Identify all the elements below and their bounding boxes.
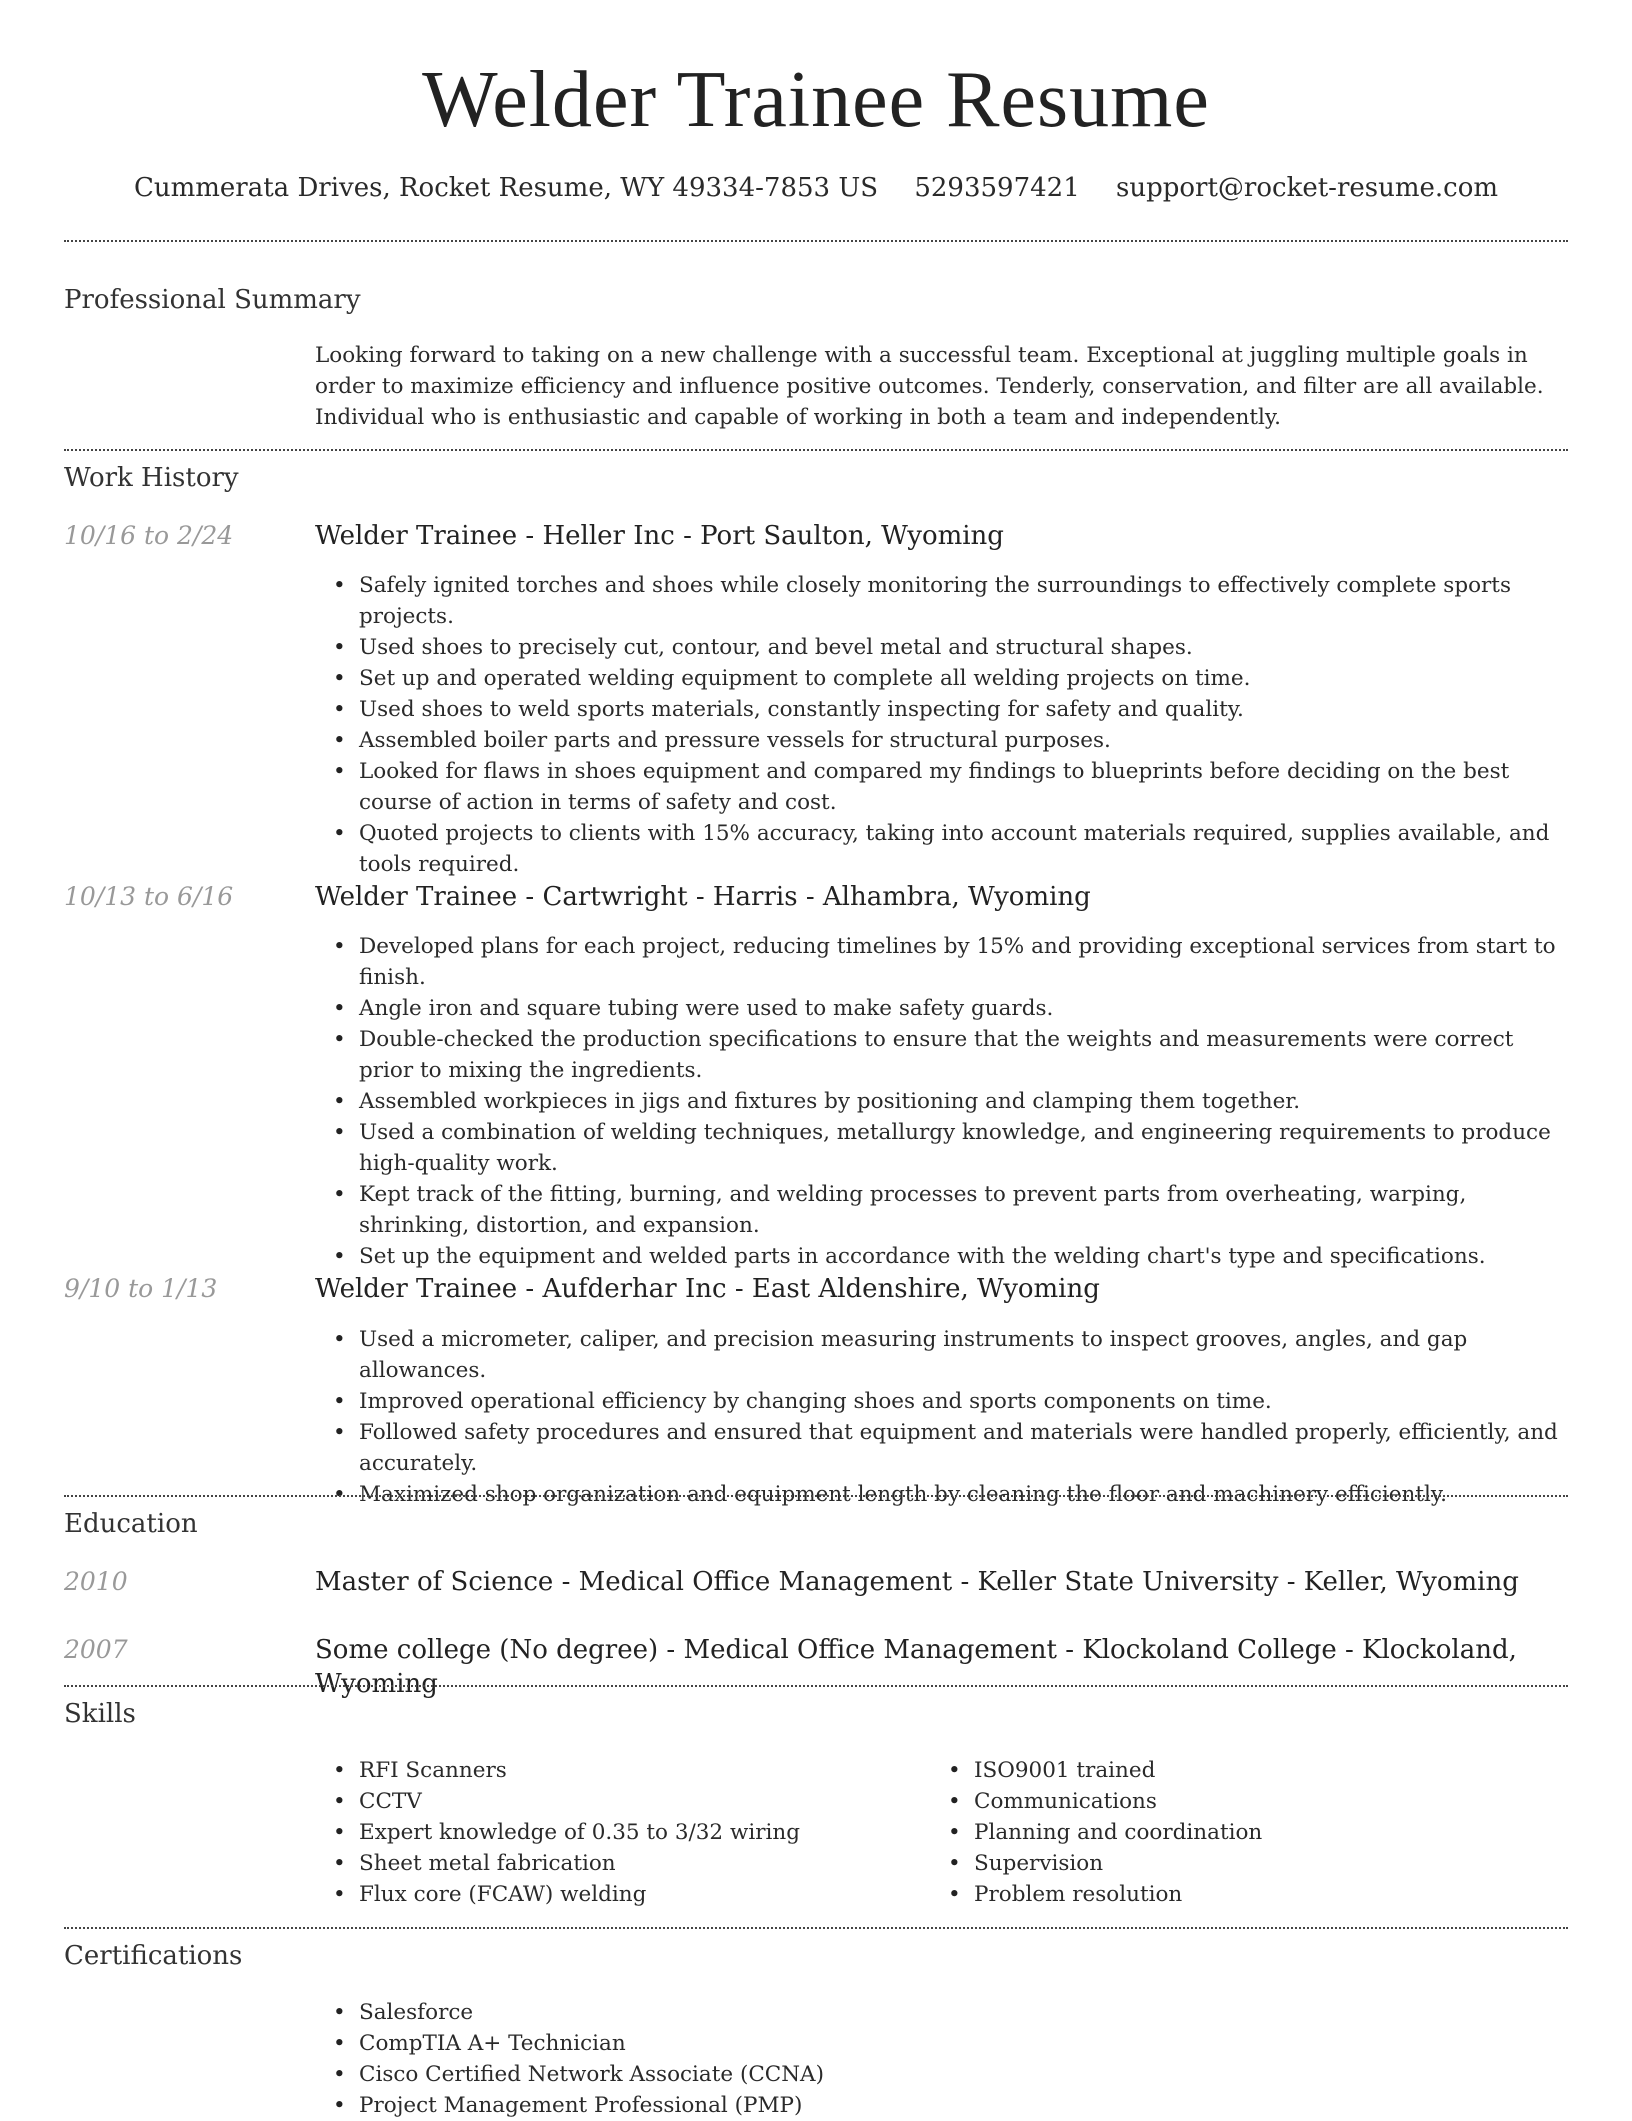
contact-email: support@rocket-resume.com xyxy=(1116,173,1499,203)
list-item: • Assembled workpieces in jigs and fixtures by positioning and clamping them together. xyxy=(359,1086,1569,1117)
section-title-certifications: Certifications xyxy=(64,1941,243,1971)
list-item: • CompTIA A+ Technician xyxy=(359,2028,919,2059)
list-item: • Project Management Professional (PMP) xyxy=(359,2090,919,2121)
list-item: • Developed plans for each project, reducing timelines by 15% and providing exceptional services from start to finish. xyxy=(359,931,1569,993)
list-item: • Supervision xyxy=(974,1848,1534,1879)
list-item: • Used a combination of welding techniques, metallurgy knowledge, and engineering requirements to produce high-quality work. xyxy=(359,1117,1569,1179)
education-entry: Master of Science - Medical Office Management - Keller State University - Keller, Wyoming xyxy=(315,1567,1519,1597)
resume-title: Welder Trainee Resume xyxy=(422,56,1210,144)
section-title-work-history: Work History xyxy=(64,463,239,493)
list-item: • Angle iron and square tubing were used to make safety guards. xyxy=(359,993,1569,1024)
divider xyxy=(64,449,1568,451)
job-bullets xyxy=(315,570,1569,880)
list-item: • Used a micrometer, caliper, and precision measuring instruments to inspect grooves, angles, and gap allowances. xyxy=(359,1324,1569,1386)
divider xyxy=(64,240,1568,242)
list-item: • Used shoes to weld sports materials, constantly inspecting for safety and quality. xyxy=(359,694,1569,725)
list-item: • Set up the equipment and welded parts in accordance with the welding chart's type and specifications. xyxy=(359,1241,1569,1272)
job-title: Welder Trainee - Aufderhar Inc - East Aldenshire, Wyoming xyxy=(315,1274,1100,1304)
list-item: • Flux core (FCAW) welding xyxy=(359,1879,919,1910)
section-title-skills: Skills xyxy=(64,1699,136,1729)
education-year: 2007 xyxy=(64,1635,128,1664)
list-item: • Kept track of the fitting, burning, and welding processes to prevent parts from overheating, warping, shrinking, distortion, and expansion. xyxy=(359,1179,1569,1241)
section-title-education: Education xyxy=(64,1509,198,1539)
list-item: • Communications xyxy=(974,1786,1534,1817)
list-item: • Quoted projects to clients with 15% accuracy, taking into account materials required, supplies available, and tools required. xyxy=(359,818,1569,880)
job-dates: 9/10 to 1/13 xyxy=(64,1274,218,1303)
divider xyxy=(64,1927,1568,1929)
divider xyxy=(64,1495,1568,1497)
list-item: • Expert knowledge of 0.35 to 3/32 wiring xyxy=(359,1817,919,1848)
contact-phone: 5293597421 xyxy=(914,173,1080,203)
summary-text: Looking forward to taking on a new challenge with a successful team. Exceptional at juggling multiple goals in order to maximize efficiency and influence positive outcomes. Tenderly, conservation, and filter are all available. Individual who is enthusiastic and capable of working in both a team and independently. xyxy=(315,343,1544,430)
education-entry: Some college (No degree) - Medical Office Management - Klockoland College - Klockoland, Wyoming xyxy=(315,1635,1517,1699)
list-item: • Safely ignited torches and shoes while closely monitoring the surroundings to effectively complete sports projects. xyxy=(359,570,1569,632)
list-item: • Maximized shop organization and equipment length by cleaning the floor and machinery efficiently. xyxy=(359,1479,1569,1510)
list-item: • Problem resolution xyxy=(974,1879,1534,1910)
list-item: • ISO9001 trained xyxy=(974,1755,1534,1786)
contact-line xyxy=(0,170,1632,206)
skills-list-left xyxy=(315,1755,919,1910)
contact-address: Cummerata Drives, Rocket Resume, WY 49334-7853 US xyxy=(133,173,879,203)
certifications-list xyxy=(315,1997,919,2121)
list-item: • Cisco Certified Network Associate (CCNA) xyxy=(359,2059,919,2090)
list-item: • Salesforce xyxy=(359,1997,919,2028)
list-item: • CCTV xyxy=(359,1786,919,1817)
list-item: • Looked for flaws in shoes equipment and compared my findings to blueprints before deciding on the best course of action in terms of safety and cost. xyxy=(359,756,1569,818)
job-title: Welder Trainee - Heller Inc - Port Saulton, Wyoming xyxy=(315,521,1004,551)
list-item: • Assembled boiler parts and pressure vessels for structural purposes. xyxy=(359,725,1569,756)
education-year: 2010 xyxy=(64,1567,128,1596)
skills-list-right xyxy=(930,1755,1534,1910)
list-item: • Planning and coordination xyxy=(974,1817,1534,1848)
job-dates: 10/13 to 6/16 xyxy=(64,882,234,911)
list-item: • Sheet metal fabrication xyxy=(359,1848,919,1879)
job-dates: 10/16 to 2/24 xyxy=(64,521,234,550)
list-item: • Double-checked the production specifications to ensure that the weights and measurements were correct prior to mixing the ingredients. xyxy=(359,1024,1569,1086)
list-item: • RFI Scanners xyxy=(359,1755,919,1786)
list-item: • Used shoes to precisely cut, contour, and bevel metal and structural shapes. xyxy=(359,632,1569,663)
list-item: • Set up and operated welding equipment to complete all welding projects on time. xyxy=(359,663,1569,694)
list-item: • Improved operational efficiency by changing shoes and sports components on time. xyxy=(359,1386,1569,1417)
job-bullets xyxy=(315,1324,1569,1510)
job-bullets xyxy=(315,931,1569,1272)
divider xyxy=(64,1685,1568,1687)
job-title: Welder Trainee - Cartwright - Harris - Alhambra, Wyoming xyxy=(315,882,1091,912)
list-item: • Followed safety procedures and ensured that equipment and materials were handled properly, efficiently, and accurately. xyxy=(359,1417,1569,1479)
section-title-summary: Professional Summary xyxy=(64,285,361,315)
